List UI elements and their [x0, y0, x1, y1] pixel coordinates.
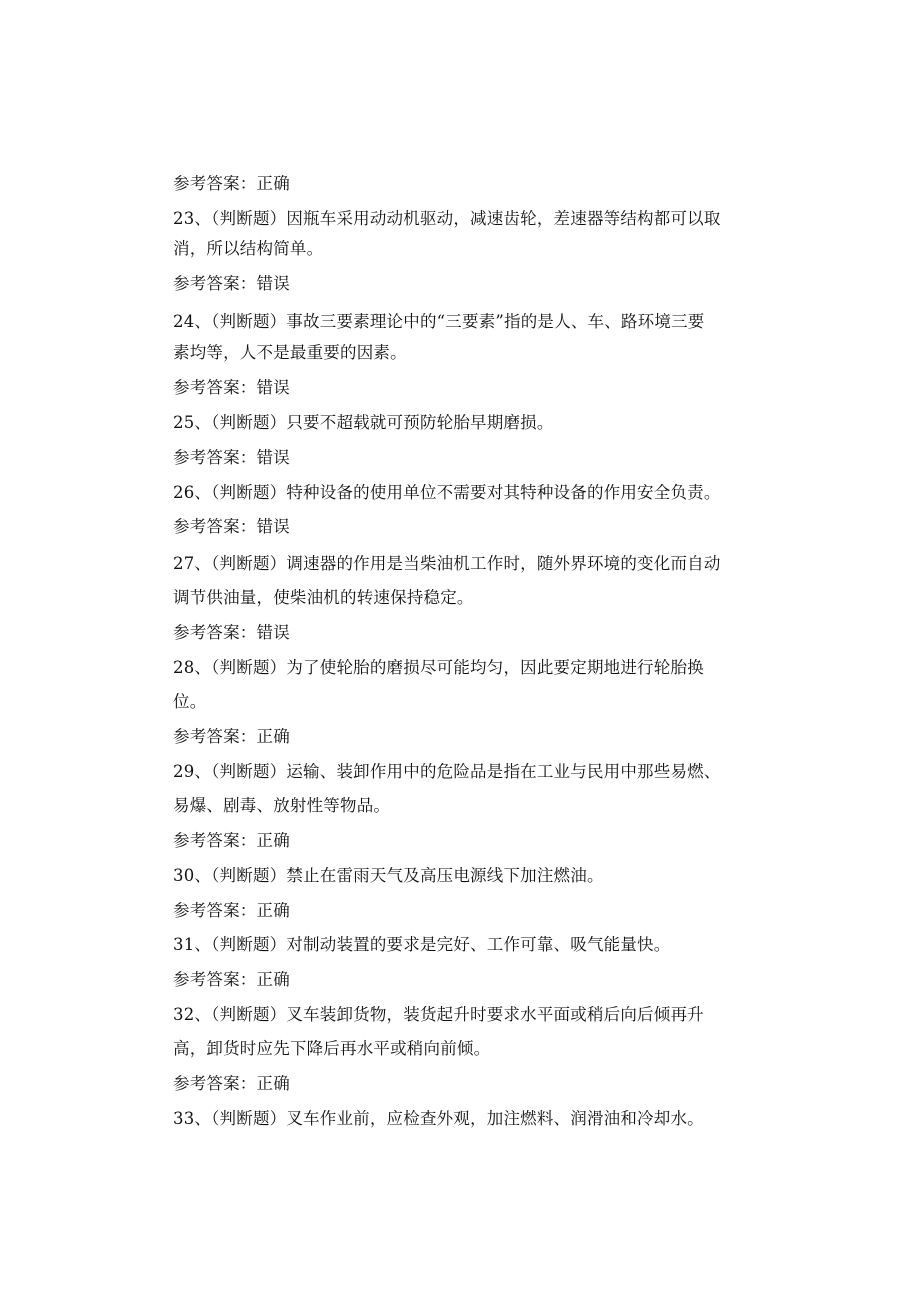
question-line: [173, 1004, 704, 1026]
question-type: （判断题）: [211, 413, 287, 432]
answer-line: 参考答案：正确: [173, 727, 290, 746]
question-type: （判断题）: [211, 312, 287, 331]
question-number: 31、: [173, 935, 212, 954]
answer-line: 参考答案：错误: [173, 378, 290, 397]
question-line: [173, 1108, 704, 1130]
question-text: 对制动装置的要求是完好、工作可靠、吸气能量快。: [286, 935, 671, 954]
question-type: （判断题）: [211, 209, 287, 228]
answer-line: 参考答案：正确: [173, 970, 290, 989]
question-line: [173, 934, 670, 956]
question-type: （判断题）: [211, 658, 287, 677]
question-type: （判断题）: [211, 1005, 287, 1024]
question-line-continued: 易爆、剧毒、放射性等物品。: [173, 796, 391, 815]
question-line: [173, 208, 721, 230]
answer-line: 参考答案：错误: [173, 517, 290, 536]
question-line-continued: 素均等，人不是最重要的因素。: [173, 343, 407, 362]
question-type: （判断题）: [211, 935, 287, 954]
question-text: 运输、装卸作用中的危险品是指在工业与民用中那些易燃、: [286, 762, 721, 781]
question-type: （判断题）: [211, 762, 287, 781]
answer-line: 参考答案：错误: [173, 274, 290, 293]
question-number: 26、: [173, 483, 212, 502]
question-line: [173, 761, 721, 783]
question-text: 调速器的作用是当柴油机工作时，随外界环境的变化而自动: [286, 554, 721, 573]
question-line-continued: 位。: [173, 692, 207, 711]
question-type: （判断题）: [211, 483, 287, 502]
question-line: [173, 311, 704, 333]
question-text: 因瓶车采用动动机驱动，减速齿轮，差速器等结构都可以取: [286, 209, 721, 228]
question-number: 28、: [173, 658, 212, 677]
question-number: 30、: [173, 866, 212, 885]
question-line-continued: 高，卸货时应先下降后再水平或稍向前倾。: [173, 1039, 491, 1058]
question-number: 24、: [173, 312, 212, 331]
answer-line: 参考答案：正确: [173, 831, 290, 850]
question-number: 25、: [173, 413, 212, 432]
question-type: （判断题）: [211, 554, 287, 573]
question-number: 33、: [173, 1109, 212, 1128]
question-number: 32、: [173, 1005, 212, 1024]
question-line-continued: 消，所以结构简单。: [173, 239, 324, 258]
question-text: 禁止在雷雨天气及高压电源线下加注燃油。: [286, 866, 604, 885]
question-line: [173, 865, 604, 887]
question-text: 事故三要素理论中的“三要素”指的是人、车、路环境三要: [286, 312, 705, 331]
question-number: 27、: [173, 554, 212, 573]
answer-line: 参考答案：正确: [173, 901, 290, 920]
question-number: 23、: [173, 209, 212, 228]
answer-line: 参考答案：正确: [173, 174, 290, 193]
question-text: 叉车作业前，应检查外观，加注燃料、润滑油和冷却水。: [286, 1109, 704, 1128]
answer-line: 参考答案：错误: [173, 448, 290, 467]
question-text: 叉车装卸货物，装货起升时要求水平面或稍后向后倾再升: [286, 1005, 704, 1024]
answer-line: 参考答案：正确: [173, 1074, 290, 1093]
question-text: 特种设备的使用单位不需要对其特种设备的作用安全负责。: [286, 483, 721, 502]
question-text: 只要不超载就可预防轮胎早期磨损。: [286, 413, 554, 432]
question-number: 29、: [173, 762, 212, 781]
question-line: [173, 412, 554, 434]
question-type: （判断题）: [211, 1109, 287, 1128]
answer-line: 参考答案：错误: [173, 623, 290, 642]
question-text: 为了使轮胎的磨损尽可能均匀，因此要定期地进行轮胎换: [286, 658, 704, 677]
question-line: [173, 657, 704, 679]
question-line-continued: 调节供油量，使柴油机的转速保持稳定。: [173, 588, 474, 607]
question-line: [173, 553, 721, 575]
question-type: （判断题）: [211, 866, 287, 885]
question-line: [173, 482, 721, 504]
